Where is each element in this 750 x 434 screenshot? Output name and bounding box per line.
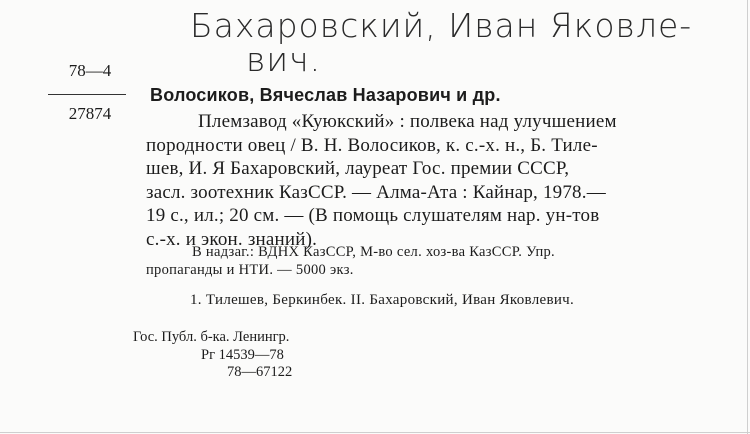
- holdings-registry-number: Рг 14539—78: [201, 346, 284, 363]
- bibliographic-description: [146, 110, 721, 251]
- card-edge-right: [747, 0, 748, 434]
- call-number-bottom: 27874: [68, 104, 112, 123]
- description-line: Племзавод «Куюкский» : полвека над улучшением: [198, 111, 617, 132]
- call-number-divider: [48, 94, 126, 95]
- call-number-top: 78—4: [68, 61, 112, 80]
- handwritten-heading-line-2: вич.: [246, 40, 322, 79]
- description-line: засл. зоотехник КазССР. — Алма-Ата : Кайнар, 1978.—: [146, 181, 606, 203]
- holdings-info: [133, 329, 292, 382]
- description-line: с.-х. и экон. знаний).: [146, 228, 318, 250]
- description-line: 19 с., ил.; 20 см. — (В помощь слушателям нар. ун-тов: [146, 205, 600, 226]
- handwritten-heading: [190, 8, 730, 78]
- card-edge-bottom: [0, 432, 750, 433]
- handwritten-heading-line-1: Бахаровский, Иван Яковле-: [190, 6, 693, 45]
- holdings-card-number: 78—67122: [227, 364, 293, 380]
- description-line: породности овец / В. Н. Волосиков, к. с.-х. н., Б. Тиле-: [146, 134, 598, 156]
- main-entry-heading: Волосиков, Вячеслав Назарович и др.: [150, 85, 501, 105]
- note: [146, 243, 721, 279]
- added-entries-tracing: 1. Тилешев, Беркинбек. II. Бахаровский, Иван Яковлевич.: [190, 292, 575, 308]
- holdings-library: Гос. Публ. б-ка. Ленингр.: [133, 329, 290, 345]
- note-line: пропаганды и НТИ. — 5000 экз.: [146, 262, 354, 278]
- note-line: В надзаг.: ВДНХ КазССР, М-во сел. хоз-ва КазССР. Упр.: [192, 244, 555, 260]
- description-line: шев, И. Я Бахаровский, лауреат Гос. премии СССР,: [146, 158, 570, 179]
